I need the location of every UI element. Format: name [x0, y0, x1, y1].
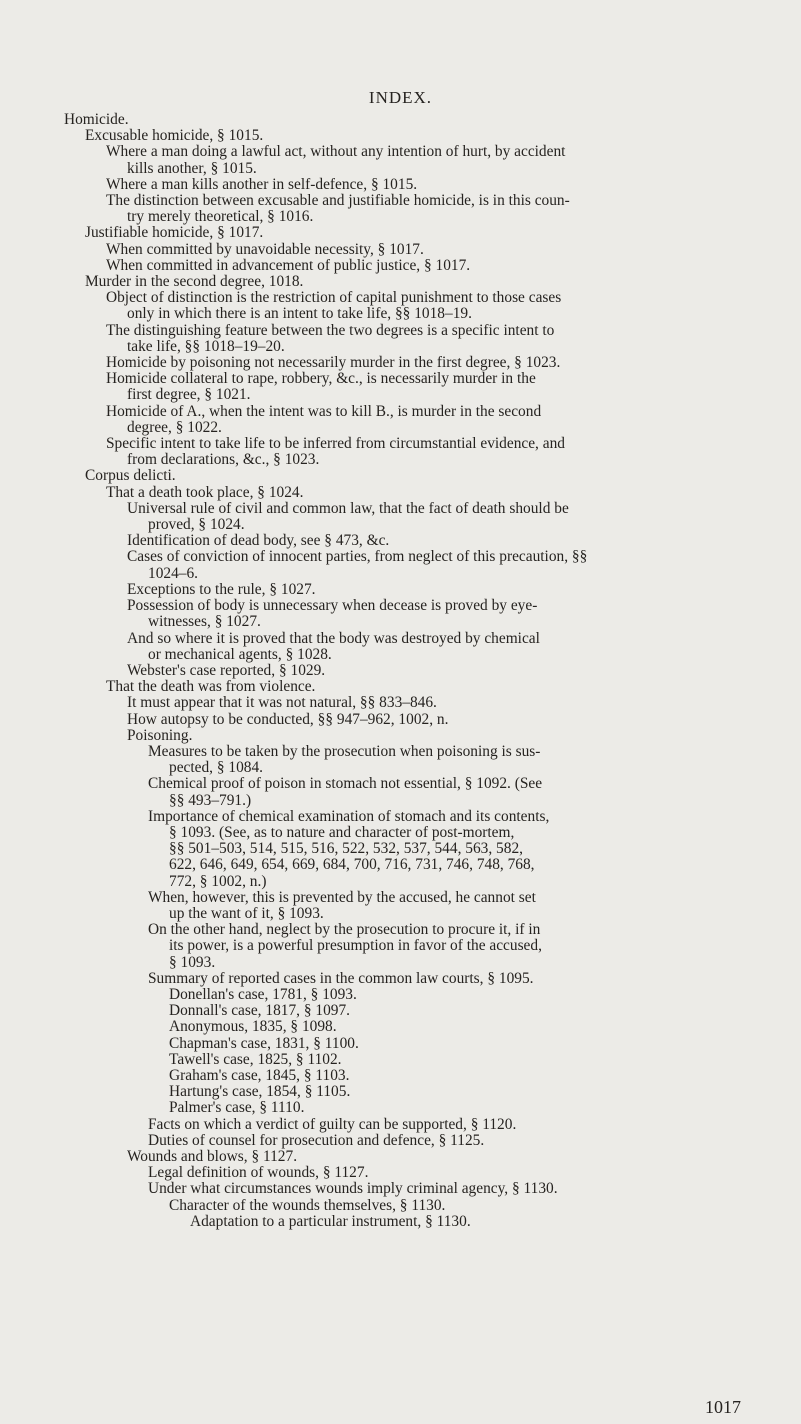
- index-entry-continuation: §§ 493–791.): [169, 791, 252, 809]
- index-entry: [64, 679, 764, 695]
- index-entry-continuation: only in which there is an intent to take life, §§ 1018–19.: [127, 305, 472, 323]
- index-entry: [64, 177, 764, 193]
- index-entry: [64, 987, 764, 1003]
- index-entry-line: On the other hand, neglect by the prosecution to procure it, if in: [148, 921, 541, 939]
- index-entry: [64, 355, 764, 371]
- index-entry-line: Facts on which a verdict of guilty can be supported, § 1120.: [148, 1115, 517, 1133]
- index-entry-line: Wounds and blows, § 1127.: [127, 1148, 298, 1165]
- index-entry-continuation: pected, § 1084.: [169, 759, 264, 777]
- index-entry-continuation: §§ 501–503, 514, 515, 516, 522, 532, 537, 544, 563, 582,: [169, 840, 523, 858]
- index-entry: [64, 1068, 764, 1084]
- index-entry-continuation: up the want of it, § 1093.: [169, 904, 324, 922]
- index-entry: [64, 112, 764, 128]
- index-entry-continuation: § 1093. (See, as to nature and character of post-mortem,: [169, 823, 515, 841]
- index-entry: [64, 501, 764, 533]
- index-entry-continuation: kills another, § 1015.: [127, 159, 257, 177]
- index-entry-line: Homicide.: [64, 111, 129, 128]
- index-entry-line: Adaptation to a particular instrument, § 1130.: [190, 1212, 471, 1230]
- index-entry-continuation: take life, §§ 1018–19–20.: [127, 337, 285, 355]
- index-entry-line: Object of distinction is the restriction of capital punishment to those cases: [106, 289, 562, 307]
- index-entry: [64, 744, 764, 776]
- index-entry-continuation: first degree, § 1021.: [127, 386, 251, 404]
- index-entry: [64, 663, 764, 679]
- index-entry-line: Graham's case, 1845, § 1103.: [169, 1066, 350, 1084]
- index-entry-line: The distinguishing feature between the two degrees is a specific intent to: [106, 321, 555, 339]
- index-entry-continuation: its power, is a powerful presumption in favor of the accused,: [169, 937, 542, 955]
- index-entry: [64, 485, 764, 501]
- index-entry: [64, 1214, 764, 1230]
- index-entry: [64, 1149, 764, 1165]
- index-entry-line: Justifiable homicide, § 1017.: [85, 224, 264, 242]
- index-entry: [64, 631, 764, 663]
- index-entry-line: It must appear that it was not natural, §§ 833–846.: [127, 694, 437, 712]
- index-entry-line: Poisoning.: [127, 726, 193, 744]
- index-entries: [64, 112, 764, 1230]
- index-entry: [64, 468, 764, 484]
- index-entry-line: Chemical proof of poison in stomach not essential, § 1092. (See: [148, 775, 543, 793]
- index-entry: [64, 404, 764, 436]
- index-entry: [64, 809, 764, 890]
- index-entry-line: That a death took place, § 1024.: [106, 483, 304, 501]
- index-entry: [64, 582, 764, 598]
- index-entry: [64, 890, 764, 922]
- index-entry: [64, 436, 764, 468]
- index-entry-continuation: witnesses, § 1027.: [148, 613, 261, 631]
- page-number: 1017: [705, 1397, 741, 1417]
- index-entry: [64, 242, 764, 258]
- index-entry: [64, 144, 764, 176]
- index-entry: [64, 549, 764, 581]
- index-entry-line: Chapman's case, 1831, § 1100.: [169, 1034, 359, 1052]
- index-entry: [64, 1100, 764, 1116]
- index-entry-continuation: proved, § 1024.: [148, 516, 245, 534]
- index-entry-line: Donnall's case, 1817, § 1097.: [169, 1002, 351, 1020]
- index-entry: [64, 598, 764, 630]
- index-entry-line: Homicide of A., when the intent was to kill B., is murder in the second: [106, 402, 542, 420]
- index-entry: [64, 323, 764, 355]
- index-entry-line: When committed by unavoidable necessity, § 1017.: [106, 240, 424, 258]
- index-entry: [64, 776, 764, 808]
- index-entry-line: Legal definition of wounds, § 1127.: [148, 1164, 369, 1182]
- index-entry-line: Excusable homicide, § 1015.: [85, 127, 264, 145]
- index-entry-line: Where a man kills another in self-defence, § 1015.: [106, 175, 418, 193]
- index-entry-line: Donellan's case, 1781, § 1093.: [169, 985, 357, 1003]
- index-entry: [64, 1133, 764, 1149]
- index-entry-line: And so where it is proved that the body was destroyed by chemical: [127, 629, 540, 647]
- index-entry-continuation: degree, § 1022.: [127, 418, 222, 436]
- index-entry-line: Character of the wounds themselves, § 1130.: [169, 1196, 446, 1214]
- index-entry-line: Webster's case reported, § 1029.: [127, 661, 326, 679]
- index-entry-continuation: or mechanical agents, § 1028.: [148, 645, 332, 663]
- index-entry: [64, 128, 764, 144]
- index-entry-line: Hartung's case, 1854, § 1105.: [169, 1083, 351, 1101]
- index-entry-line: Murder in the second degree, 1018.: [85, 273, 304, 291]
- index-entry: [64, 1198, 764, 1214]
- index-entry: [64, 533, 764, 549]
- index-entry-line: Corpus delicti.: [85, 467, 176, 485]
- index-entry-line: Duties of counsel for prosecution and defence, § 1125.: [148, 1131, 485, 1149]
- index-entry-line: When, however, this is prevented by the accused, he cannot set: [148, 888, 536, 906]
- index-entry-line: Importance of chemical examination of stomach and its contents,: [148, 807, 550, 825]
- index-entry-line: Measures to be taken by the prosecution when poisoning is sus-: [148, 742, 541, 760]
- index-entry: [64, 922, 764, 971]
- index-entry: [64, 1165, 764, 1181]
- index-entry-continuation: 622, 646, 649, 654, 669, 684, 700, 716, 731, 746, 748, 768,: [169, 856, 535, 874]
- index-entry: [64, 371, 764, 403]
- index-entry-line: Universal rule of civil and common law, that the fact of death should be: [127, 499, 569, 517]
- index-entry-line: Identification of dead body, see § 473, &c.: [127, 532, 390, 550]
- index-entry-line: Cases of conviction of innocent parties, from neglect of this precaution, §§: [127, 548, 588, 566]
- index-entry-line: Where a man doing a lawful act, without any intention of hurt, by accident: [106, 143, 566, 161]
- index-entry-line: Homicide by poisoning not necessarily murder in the first degree, § 1023.: [106, 354, 561, 372]
- index-entry: [64, 1003, 764, 1019]
- index-entry-line: Exceptions to the rule, § 1027.: [127, 580, 316, 598]
- index-entry: [64, 1019, 764, 1035]
- index-entry: [64, 728, 764, 744]
- index-entry-line: Under what circumstances wounds imply criminal agency, § 1130.: [148, 1180, 558, 1198]
- index-entry-line: Possession of body is unnecessary when decease is proved by eye-: [127, 597, 538, 615]
- index-entry: [64, 712, 764, 728]
- index-entry-line: Specific intent to take life to be inferred from circumstantial evidence, and: [106, 435, 565, 453]
- index-entry: [64, 1117, 764, 1133]
- index-entry-line: Anonymous, 1835, § 1098.: [169, 1018, 337, 1036]
- index-entry-continuation: from declarations, &c., § 1023.: [127, 451, 320, 469]
- index-entry: [64, 1084, 764, 1100]
- index-entry-line: That the death was from violence.: [106, 678, 316, 696]
- index-entry-continuation: 1024–6.: [148, 564, 199, 582]
- index-entry: [64, 1036, 764, 1052]
- index-entry-line: When committed in advancement of public justice, § 1017.: [106, 256, 471, 274]
- index-entry: [64, 1181, 764, 1197]
- index-entry-line: Tawell's case, 1825, § 1102.: [169, 1050, 342, 1068]
- index-entry-line: How autopsy to be conducted, §§ 947–962, 1002, n.: [127, 710, 449, 728]
- index-entry-continuation: try merely theoretical, § 1016.: [127, 208, 314, 226]
- index-entry-line: Summary of reported cases in the common law courts, § 1095.: [148, 969, 534, 987]
- index-entry: [64, 695, 764, 711]
- index-entry-line: Homicide collateral to rape, robbery, &c., is necessarily murder in the: [106, 370, 536, 388]
- index-entry-line: The distinction between excusable and justifiable homicide, is in this coun-: [106, 192, 570, 210]
- index-entry: [64, 193, 764, 225]
- index-entry: [64, 258, 764, 274]
- index-entry-line: Palmer's case, § 1110.: [169, 1099, 305, 1117]
- index-entry-continuation: § 1093.: [169, 953, 216, 971]
- page-header: INDEX.: [368, 88, 433, 107]
- index-entry: [64, 274, 764, 290]
- index-entry: [64, 225, 764, 241]
- index-entry: [64, 290, 764, 322]
- index-entry: [64, 971, 764, 987]
- index-entry: [64, 1052, 764, 1068]
- index-entry-continuation: 772, § 1002, n.): [169, 872, 267, 890]
